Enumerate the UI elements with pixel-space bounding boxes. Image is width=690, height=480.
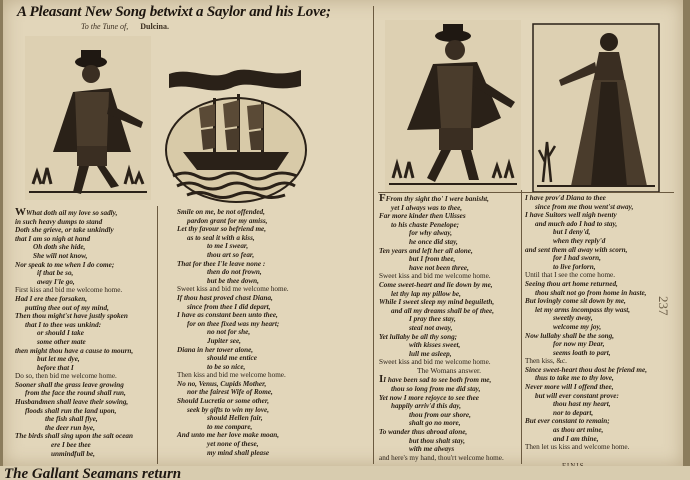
verse-line: WWhat doth ail my love so sadly, (15, 208, 118, 218)
verse-line: Had I ere thee forsaken, (15, 294, 88, 303)
verse-line: nor to depart, (553, 408, 594, 417)
center-divider (373, 6, 374, 464)
verse-line: II have been sad to see both from me, (379, 373, 492, 386)
verse-line: Should Lucretia or some other, (177, 397, 270, 406)
verse-line: Never more will I offend thee, (525, 383, 614, 392)
verse-line: thou so long from me did stay, (391, 385, 481, 394)
verse-line: While I sweet sleep my mind beguileth, (379, 298, 495, 307)
verse-line: And unto me her love make moan, (177, 431, 280, 440)
verse-line: Yet now I more rejoyce to see thee (379, 393, 480, 402)
verse-line: some other mate (37, 337, 86, 346)
verse-line: If thou hast proved chast Diana, (177, 293, 273, 302)
column-divider (157, 206, 158, 464)
verse-line: or should I take (37, 329, 84, 338)
verse-line: pardon grant for my amiss, (187, 216, 268, 225)
verse-line: have not been three, (409, 263, 469, 272)
refrain-line: Until that I see the come home. (525, 271, 616, 280)
verse-line: let thy lap my pillow be, (391, 289, 461, 298)
verse-line: the deer run bye, (45, 423, 95, 432)
verse-line: shalt go no more, (409, 419, 461, 428)
woodcut-sailor-right (383, 18, 523, 194)
verse-line: he once did stay, (409, 237, 458, 246)
verse-line: I have prov'd Diana to thee (525, 194, 606, 202)
verse-line: happily arriv'd this day, (391, 402, 462, 411)
ballad-title: A Pleasant New Song betwixt a Saylor and his Love; (17, 4, 331, 20)
verse-line: Diana in her tower alone, (177, 345, 254, 354)
verse-line: and much ado I had to stay, (535, 219, 618, 228)
broadside-sheet (3, 0, 683, 466)
woodcut-woman (531, 22, 661, 194)
verse-line: then might thou have a cause to mourn, (15, 346, 134, 355)
verse-line: Let thy favour so befriend me, (177, 225, 267, 234)
verse-line: sweetly away, (553, 314, 593, 323)
verse-line: with me always (409, 445, 455, 454)
verse-line: But ever constant to remain; (525, 417, 610, 426)
next-sheet-title: The Gallant Seamans return (0, 466, 690, 480)
verse-line: I pray thee stay, (409, 315, 456, 324)
verse-line: in such heavy dumps to stand (15, 217, 103, 226)
verse-line: thou hast my heart, (553, 400, 611, 409)
verse-line: but I from thee, (409, 255, 456, 264)
verse-line: Ten years and left her all alone, (379, 246, 473, 255)
woodcut-ship (161, 64, 311, 206)
verse-line: Doth she grieve, or take unkindly (15, 226, 114, 235)
woodcut-sailor-left (23, 34, 153, 202)
verse-line: should me entice (207, 354, 257, 363)
verse-line: then do not frown, (207, 268, 262, 277)
catalog-number: 237 (656, 296, 671, 316)
verse-line: but I deny'd, (553, 228, 591, 237)
verse-line: To wander thus abroad alone, (379, 428, 468, 437)
verse-line: Far more kinder then Ulisses (379, 212, 466, 221)
verse-line: thou from our shore, (409, 410, 471, 419)
refrain-line: Do so, then bid me welcome home. (15, 372, 117, 381)
verse-line: lull me asleep, (409, 349, 452, 358)
verse-line: The birds shall sing upon the salt ocean (15, 432, 134, 441)
verse-line: if that be so, (37, 269, 74, 278)
verse-line: but let me dye, (37, 355, 80, 364)
verse-line: welcome my joy, (553, 322, 602, 331)
verse-line: Now lullaby shall be the song, (525, 331, 615, 340)
verse-line: floods shall run the land upon, (25, 406, 117, 415)
verse-line: putting thee out of my mind, (25, 303, 109, 312)
verse-line: Oh doth she hide, (33, 243, 86, 252)
verse-line: that I am so nigh at hand (15, 234, 91, 243)
verse-line: I have as constant been unto thee, (177, 311, 278, 320)
verse-line: Since sweet-heart thou dost be friend me, (525, 365, 647, 374)
verse-line: yet none of these, (207, 440, 259, 449)
verse-line: FFrom thy sight tho' I were banisht, (379, 194, 489, 204)
verse-line: Then thou might'st have justly spoken (15, 312, 128, 321)
verse-line: since from thee I did depart, (187, 302, 271, 311)
verse-line: Husbandmen shall leave their sowing, (15, 398, 129, 407)
column-divider (521, 190, 522, 464)
verse-line: to be so nice, (207, 362, 246, 371)
verse-line: with kisses sweet, (409, 341, 461, 350)
tune-name: Dulcina. (140, 22, 169, 31)
verse-line: for on thee fixed was my heart; (187, 319, 280, 328)
verse-line: for now my Dear, (553, 340, 605, 349)
verse-line: Sooner shall the grass leave growing (15, 380, 124, 389)
header-rule (378, 192, 674, 193)
verse-line: before that I (37, 363, 74, 372)
verse-line: but thou shalt stay, (409, 436, 466, 445)
tune-label: To the Tune of, (81, 22, 129, 31)
verse-line: Jupiter see, (207, 336, 241, 345)
answer-heading: The Womans answer. (416, 365, 482, 375)
verse-line: Nor speak to me when I do come; (15, 260, 115, 269)
verse-line: away I'le go, (37, 277, 75, 286)
verse-line: when they reply'd (553, 236, 606, 245)
verse-line: from the face the round shall run, (25, 389, 126, 398)
verse-line: and all my dreams shall be of thee, (391, 306, 495, 315)
verse-column-1 (15, 208, 155, 464)
verse-line: the fish shall flye, (45, 415, 98, 424)
refrain-line: Then let us kiss and welcome home. (525, 443, 630, 452)
refrain-line: Sweet kiss and bid me welcome home. (379, 358, 491, 367)
verse-line: unmindfull be, (51, 449, 95, 458)
verse-line: Come sweet-heart and lie down by me, (379, 280, 493, 289)
verse-line: that I to thee was unkind: (25, 320, 102, 329)
verse-line: seek by gifts to win my love, (187, 405, 270, 414)
verse-line: to me I swear, (207, 242, 249, 251)
verse-line: ere I bee thee (51, 441, 91, 450)
verse-line: no not for she, (207, 328, 251, 337)
verse-line: let my arms incompass thy wast, (535, 305, 631, 314)
verse-line: but be thee down, (207, 276, 259, 285)
verse-line: thou shalt not go from home in haste, (535, 288, 647, 297)
verse-column-2 (163, 208, 371, 464)
refrain-line: Sweet kiss and bid me welcome home. (379, 272, 491, 281)
verse-line: But lovingly come sit down by me, (525, 297, 626, 306)
verse-line: Seeing thou art home returned, (525, 279, 618, 288)
refrain-line: First kiss and bid me welcome home. (15, 286, 123, 295)
refrain-line: Then kiss and bid me welcome home. (177, 371, 286, 380)
verse-line: for I had sworn, (553, 254, 601, 263)
verse-line: seems loath to part, (553, 348, 611, 357)
verse-line: to his chaste Penelope; (391, 220, 460, 229)
refrain-line: Sweet kiss and bid me welcome home. (177, 285, 289, 294)
verse-line: my mind shall please (207, 448, 270, 457)
refrain-line: Then kiss, &c. (525, 357, 567, 366)
verse-line: steal not away, (409, 323, 453, 332)
verse-line: for why alway, (409, 229, 453, 238)
verse-column-3 (379, 194, 519, 466)
verse-line: Smile on me, be not offended, (177, 208, 265, 216)
verse-line: thou art so fear, (207, 250, 255, 259)
tune-line (81, 22, 169, 31)
verse-line: but will ever constant prove: (535, 391, 619, 400)
verse-line: since from me thou went'st away, (535, 202, 634, 211)
verse-line: and sent them all away with scorn, (525, 245, 628, 254)
verse-line: to live forlorn, (553, 262, 596, 271)
verse-line: nor the fairest Wife of Rome, (187, 388, 273, 397)
verse-line: That for thee I'le leave none : (177, 259, 266, 268)
verse-line: yet I always was to thee, (391, 203, 463, 212)
verse-line: Yet lullaby be all thy song; (379, 332, 458, 341)
verse-line: should Hellen fair, (207, 414, 263, 423)
refrain-line: and here's my hand, thou'rt welcome home. (379, 453, 504, 462)
verse-line: thus to take me to thy love, (535, 374, 614, 383)
verse-line: to me compare, (207, 422, 253, 431)
verse-line: and I am thine, (553, 434, 599, 443)
verse-line: She will not know, (33, 251, 88, 260)
verse-line: No no, Venus, Cupids Mother, (177, 379, 267, 388)
verse-line: as to seal it with a kiss, (187, 233, 255, 242)
verse-line: as thou art mine, (553, 426, 604, 435)
verse-column-4 (525, 194, 675, 460)
verse-line: I have Suitors well nigh twenty (525, 211, 617, 220)
